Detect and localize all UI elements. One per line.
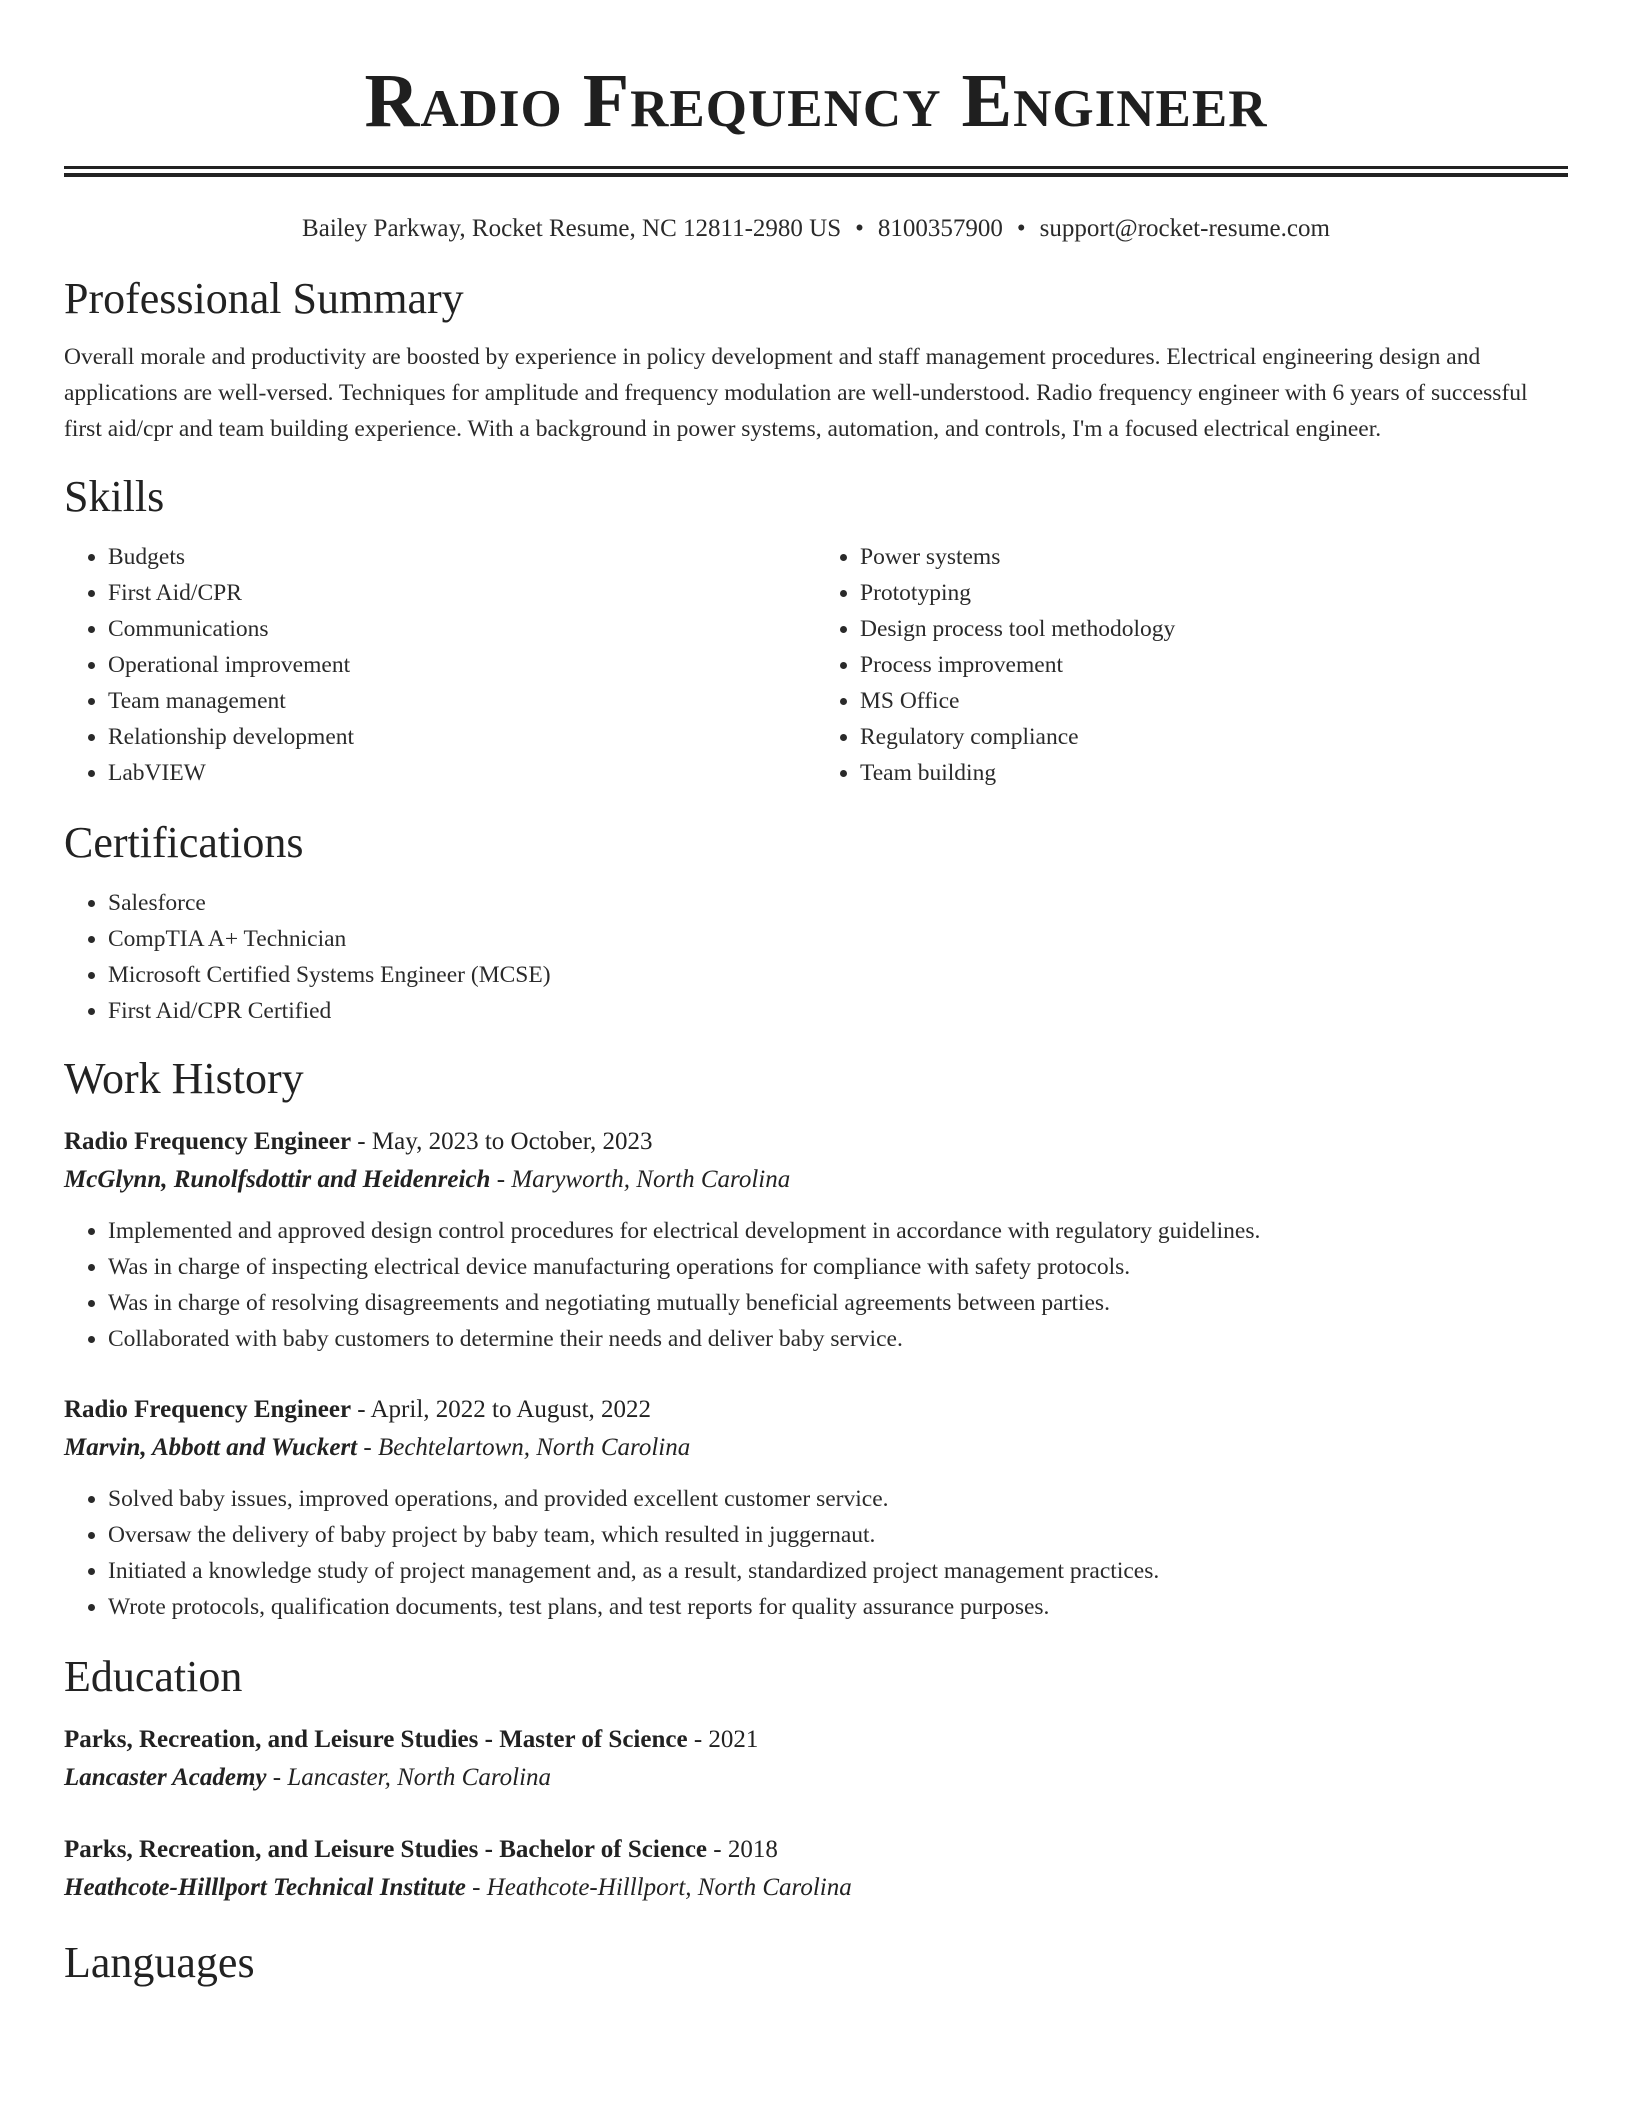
job-dates: - April, 2022 to August, 2022 [351, 1396, 652, 1423]
education-school-line [64, 1869, 1568, 1907]
contact-line [64, 213, 1568, 245]
skills-grid [64, 539, 1568, 791]
job-role: Radio Frequency Engineer [64, 1128, 352, 1155]
skill-item: • Communications [108, 611, 816, 647]
skills-list-left [64, 539, 816, 791]
job-duty: • Oversaw the delivery of baby project by baby team, which resulted in juggernaut. [108, 1517, 1568, 1553]
education-entry [64, 1831, 1568, 1907]
skill-item: • Regulatory compliance [860, 719, 1568, 755]
education-entry [64, 1721, 1568, 1797]
job-location: - Maryworth, North Carolina [490, 1166, 791, 1193]
contact-address: Bailey Parkway, Rocket Resume, NC 12811-2980 US [302, 215, 842, 242]
job-duty: • Was in charge of resolving disagreements and negotiating mutually beneficial agreements between parties. [108, 1285, 1568, 1321]
job-duty: • Implemented and approved design control procedures for electrical development in accordance with regulatory guidelines. [108, 1213, 1568, 1249]
job-duties [64, 1213, 1568, 1357]
certifications-list [64, 885, 1568, 1029]
certification-item: • Microsoft Certified Systems Engineer (MCSE) [108, 957, 1568, 993]
job-duties [64, 1481, 1568, 1625]
skill-item: • Power systems [860, 539, 1568, 575]
job-duty: • Wrote protocols, qualification documents, test plans, and test reports for quality assurance purposes. [108, 1589, 1568, 1625]
certification-item: • First Aid/CPR Certified [108, 993, 1568, 1029]
contact-separator: • [855, 215, 864, 242]
skill-item: • Process improvement [860, 647, 1568, 683]
education-degree: Parks, Recreation, and Leisure Studies - Bachelor of Science [64, 1836, 708, 1863]
skill-item: • Team management [108, 683, 816, 719]
education-year: - 2021 [687, 1726, 759, 1753]
skills-heading: Skills [64, 472, 165, 521]
skill-item: • Operational improvement [108, 647, 816, 683]
work-history-heading: Work History [64, 1054, 304, 1103]
education-school: Lancaster Academy [64, 1764, 267, 1791]
job-dates: - May, 2023 to October, 2023 [351, 1128, 653, 1155]
skill-item: • MS Office [860, 683, 1568, 719]
job-entry [64, 1123, 1568, 1357]
job-location: - Bechtelartown, North Carolina [357, 1434, 691, 1461]
job-duty: • Initiated a knowledge study of project management and, as a result, standardized project management practices. [108, 1553, 1568, 1589]
job-duty: • Solved baby issues, improved operations, and provided excellent customer service. [108, 1481, 1568, 1517]
job-header [64, 1123, 1568, 1161]
certification-item: • CompTIA A+ Technician [108, 921, 1568, 957]
contact-email[interactable]: support@rocket-resume.com [1039, 215, 1330, 242]
resume-title: Radio Frequency Engineer [364, 59, 1268, 143]
skill-item: • Prototyping [860, 575, 1568, 611]
certifications-heading: Certifications [64, 818, 304, 867]
education-year: - 2018 [707, 1836, 778, 1863]
contact-phone[interactable]: 8100357900 [877, 215, 1003, 242]
education-degree: Parks, Recreation, and Leisure Studies - Master of Science [64, 1726, 688, 1753]
skill-item: • Relationship development [108, 719, 816, 755]
education-school: Heathcote-Hilllport Technical Institute [64, 1874, 466, 1901]
education-degree-line [64, 1721, 1568, 1759]
contact-separator: • [1016, 215, 1026, 242]
title-divider [64, 166, 1568, 177]
job-company: McGlynn, Runolfsdottir and Heidenreich [64, 1166, 491, 1193]
skill-item: • Team building [860, 755, 1568, 791]
job-entry [64, 1391, 1568, 1625]
education-degree-line [64, 1831, 1568, 1869]
skills-list-right [816, 539, 1568, 791]
summary-heading: Professional Summary [64, 274, 464, 323]
skill-item: • LabVIEW [108, 755, 816, 791]
job-duty: • Collaborated with baby customers to determine their needs and deliver baby service. [108, 1321, 1568, 1357]
certification-item: • Salesforce [108, 885, 1568, 921]
education-heading: Education [64, 1652, 243, 1701]
education-location: - Lancaster, North Carolina [266, 1764, 552, 1791]
skill-item: • First Aid/CPR [108, 575, 816, 611]
skill-item: • Budgets [108, 539, 816, 575]
job-role: Radio Frequency Engineer [64, 1396, 352, 1423]
skill-item: • Design process tool methodology [860, 611, 1568, 647]
job-employer [64, 1161, 1568, 1199]
job-duty: • Was in charge of inspecting electrical device manufacturing operations for compliance with safety protocols. [108, 1249, 1568, 1285]
job-company: Marvin, Abbott and Wuckert [64, 1434, 358, 1461]
education-school-line [64, 1759, 1568, 1797]
education-location: - Heathcote-Hilllport, North Carolina [465, 1874, 852, 1901]
summary-text: Overall morale and productivity are boosted by experience in policy development and staff management procedures. Electrical engineering design and applications are well-versed. Techniques for amplitude and frequency modulation are well-understood. Radio frequency engineer with 6 years of successful first aid/cpr and team building experience. With a background in power systems, automation, and controls, I'm a focused electrical engineer. [64, 344, 1528, 442]
languages-heading: Languages [64, 1938, 255, 1987]
job-employer [64, 1429, 1568, 1467]
job-header [64, 1391, 1568, 1429]
